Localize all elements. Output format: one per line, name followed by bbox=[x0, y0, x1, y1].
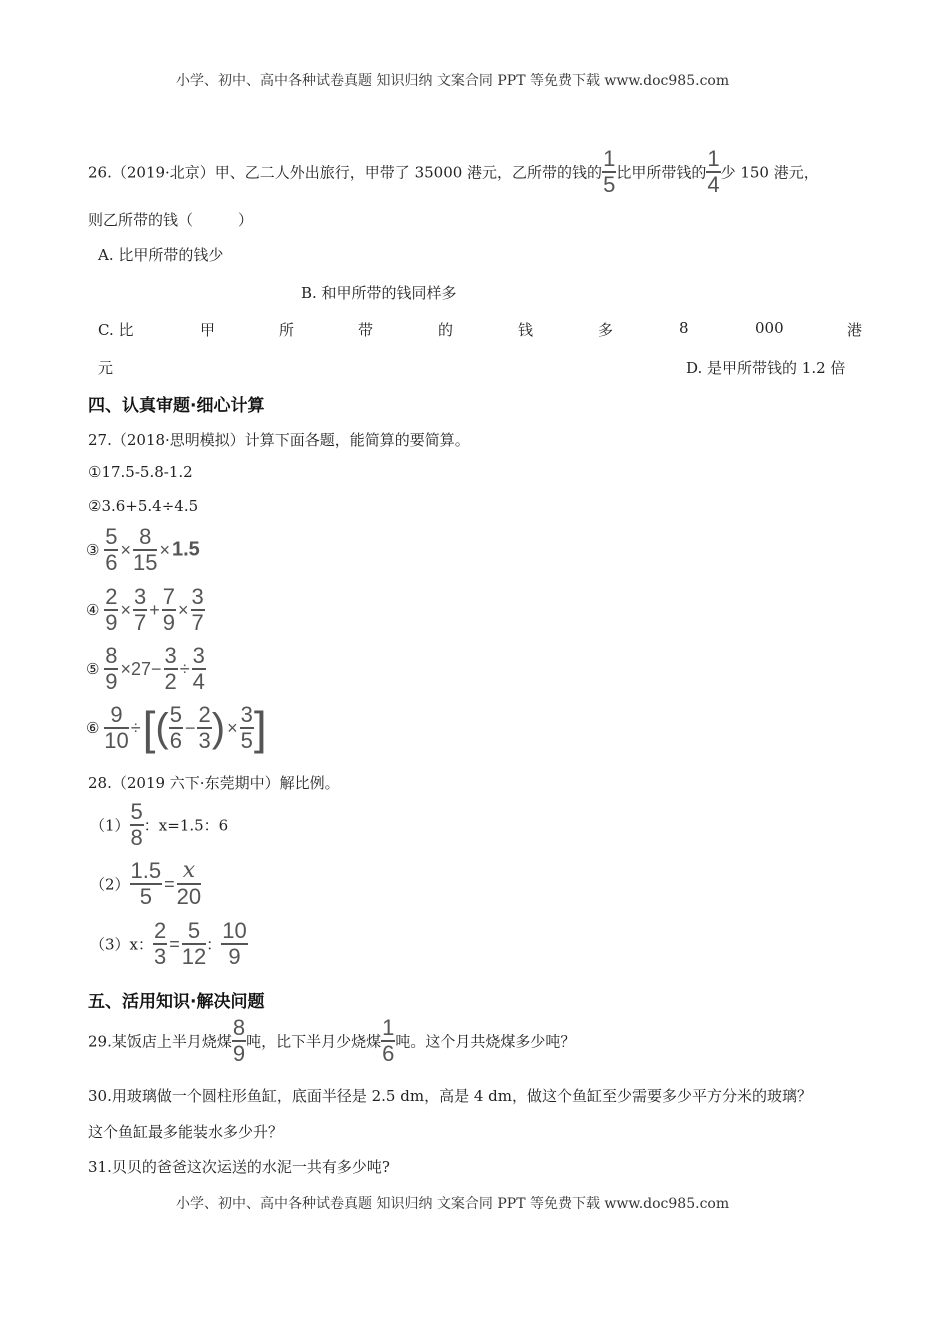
q28-item-3: （3）x： $\frac{2}{3}$ = $\frac{5}{12}$ ： $\frac{10}{9}$ bbox=[90, 918, 247, 969]
q26-option-d[interactable]: D. 是甲所带钱的 1.2 倍 bbox=[686, 359, 846, 377]
q26-option-a[interactable]: A. 比甲所带的钱少 bbox=[98, 246, 224, 264]
q27-title: 27.（2018·思明模拟）计算下面各题，能简算的要简算。 bbox=[88, 431, 470, 449]
q26-text-1: 26.（2019·北京）甲、乙二人外出旅行，甲带了 35000 港元，乙所带的钱的 bbox=[88, 163, 603, 182]
q27-item-3: ③ $\frac{5}{6}$ × $\frac{8}{15}$ × 1.5 bbox=[86, 524, 200, 575]
q28-item-1: （1） $\frac{5}{8}$ ：x=1.5：6 bbox=[90, 799, 229, 850]
question-29: 29.某饭店上半月烧煤 $\frac{8}{9}$ 吨，比下半月少烧煤 $\frac{1}{6}$ 吨。这个月共烧煤多少吨？ bbox=[88, 1015, 576, 1066]
q30-line-2: 这个鱼缸最多能装水多少升？ bbox=[88, 1123, 284, 1141]
q27-item-5: ⑤ $\frac{8}{9}$ ×27− $\frac{3}{2}$ ÷ $\frac{3}{4}$ bbox=[86, 643, 205, 694]
q28-title: 28.（2019 六下·东莞期中）解比例。 bbox=[88, 774, 340, 792]
question-26 bbox=[88, 148, 819, 196]
section-5-title: 五、活用知识·解决问题 bbox=[88, 992, 265, 1012]
q26-text-3: 少 150 港元， bbox=[720, 163, 819, 182]
q30-line-1: 30.用玻璃做一个圆柱形鱼缸，底面半径是 2.5 dm，高是 4 dm，做这个鱼缸至少需要多少平方分米的玻璃？ bbox=[88, 1087, 812, 1105]
section-4-title: 四、认真审题·细心计算 bbox=[88, 396, 265, 416]
q26-option-b[interactable]: B. 和甲所带的钱同样多 bbox=[301, 284, 457, 302]
q27-item-1: ①17.5-5.8-1.2 bbox=[88, 463, 193, 481]
q26-text-2: 比甲所带钱的 bbox=[616, 163, 707, 182]
q27-item-6: ⑥ $\frac{9}{10}$ ÷[( $\frac{5}{6}$ − $\frac{2}{3}$ ) × $\frac{3}{5}$ ] bbox=[86, 702, 267, 754]
q27-item-2: ②3.6+5.4÷4.5 bbox=[88, 497, 199, 515]
page-footer: 小学、初中、高中各种试卷真题 知识归纳 文案合同 PPT 等免费下载 www.doc985.com bbox=[176, 1196, 730, 1212]
q28-item-2: （2） $\frac{1.5}{5}$ = $\frac{x}{20}$ bbox=[90, 858, 202, 909]
q26-fraction-1: $\frac{1}{5}$ bbox=[603, 146, 616, 197]
q26-fraction-2: $\frac{1}{4}$ bbox=[707, 146, 720, 197]
q27-item-4: ④ $\frac{2}{9}$ × $\frac{3}{7}$ + $\frac{7}{9}$ × $\frac{3}{7}$ bbox=[86, 584, 204, 635]
q26-line-2: 则乙所带的钱（ ） bbox=[88, 211, 254, 229]
page-header: 小学、初中、高中各种试卷真题 知识归纳 文案合同 PPT 等免费下载 www.doc985.com bbox=[176, 73, 730, 89]
question-31: 31.贝贝的爸爸这次运送的水泥一共有多少吨? bbox=[88, 1158, 390, 1176]
